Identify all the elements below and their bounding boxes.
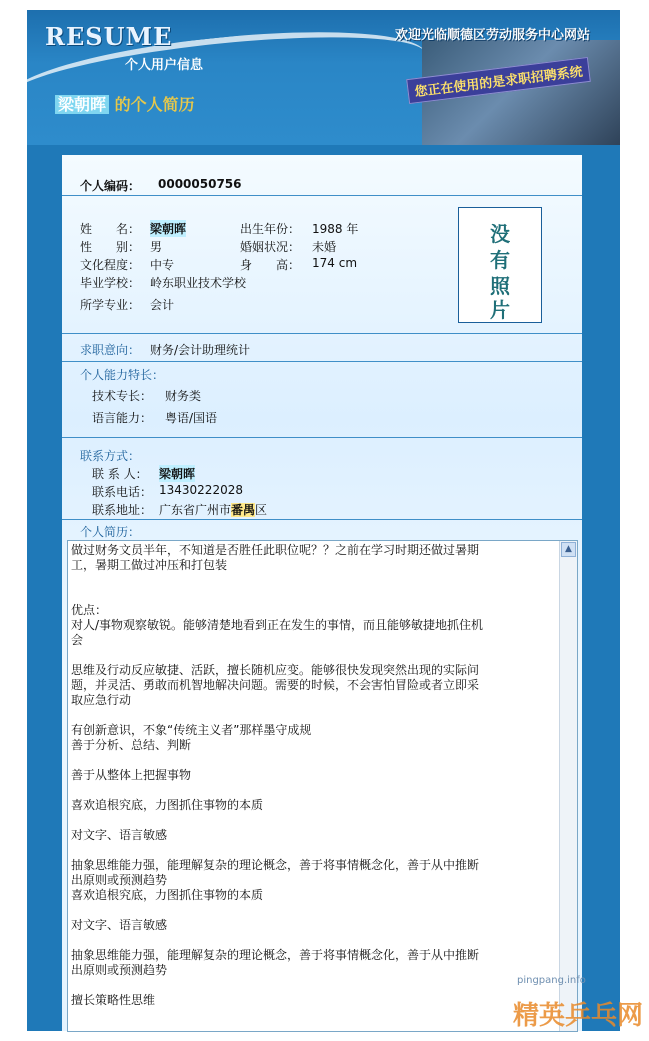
name-label: 姓 名： <box>80 222 141 236</box>
bio-title: 个人简历： <box>80 525 141 539</box>
contact-person-value: 梁朝晖 <box>159 467 196 481</box>
bio-text: 做过财务文员半年，不知道是否胜任此职位呢？？之前在学习时期还做过暑期 工，暑期工做过冲压和打包装 优点： 对人/事物观察敏锐。能够清楚地看到正在发生的事情，而且能够敏捷地抓住机 会 思维及行动反应敏捷、活跃，擅长随机应变。能够很快发现突然出现的实际问 题，并灵活、勇敢而机智地解决问题。需要的时候，不会害怕冒险或者立即采 取应急行动 有创新意识，不象“传统主义者”那样墨守成规 善于分析、总结、判断 善于从整体上把握事物 喜欢追根究底，力图抓住事物的本质 对文字、语言敏感 抽象思维能力强，能理解复杂的理论概念，善于将事情概念化，善于从中推断 出原则或预测趋势 喜欢追根究底，力图抓住事物的本质 对文字、语言敏感 抽象思维能力强，能理解复杂的理论概念，善于将事情概念化，善于从中推断 出原则或预测趋势 擅长策略性思维 <box>71 543 484 1007</box>
marital-label: 婚姻状况： <box>240 240 301 254</box>
contact-person-label: 联 系 人： <box>92 467 148 481</box>
height-value: 174 cm <box>312 256 358 270</box>
school-label: 毕业学校： <box>80 276 141 290</box>
intent-value: 财务/会计助理统计 <box>150 343 251 357</box>
system-banner: 您正在使用的是求职招聘系统 <box>406 57 591 104</box>
watermark-site: pingpang.info <box>517 975 586 986</box>
education-value: 中专 <box>150 258 175 272</box>
lang-value: 粤语/国语 <box>165 411 218 425</box>
divider <box>62 437 582 438</box>
divider <box>62 361 582 362</box>
name-value: 梁朝晖 <box>150 222 187 236</box>
major-label: 所学专业： <box>80 298 141 312</box>
code-value: 0000050756 <box>158 177 242 191</box>
phone-value: 13430222028 <box>159 483 243 497</box>
contact-title: 联系方式： <box>80 449 141 463</box>
site-title: 欢迎光临顺德区劳动服务中心网站 <box>395 28 591 43</box>
no-photo-char: 没 <box>490 222 510 246</box>
resume-owner-name: 梁朝晖 <box>55 95 109 114</box>
scroll-up-icon[interactable]: ▲ <box>561 542 576 557</box>
birth-value: 1988 年 <box>312 222 359 236</box>
header-subtitle: 个人用户信息 <box>125 58 204 73</box>
height-label: 身 高： <box>240 258 301 272</box>
address-suffix: 区 <box>255 503 268 517</box>
resume-title <box>55 92 195 115</box>
address-value <box>159 501 267 518</box>
birth-label: 出生年份： <box>240 222 301 236</box>
divider <box>62 519 582 520</box>
lang-label: 语言能力： <box>92 411 153 425</box>
code-label: 个人编码： <box>80 179 141 193</box>
bio-scrollbar[interactable] <box>559 541 577 1031</box>
resume-logo: RESUME <box>45 22 173 51</box>
no-photo-box <box>458 207 542 323</box>
bio-textarea[interactable] <box>67 540 578 1032</box>
tech-label: 技术专长： <box>92 389 153 403</box>
watermark <box>505 965 645 1035</box>
tech-value: 财务类 <box>165 389 202 403</box>
education-label: 文化程度： <box>80 258 141 272</box>
skills-title: 个人能力特长： <box>80 368 165 382</box>
gender-value: 男 <box>150 240 163 254</box>
resume-panel <box>62 155 582 1031</box>
gender-label: 性 别： <box>80 240 141 254</box>
address-prefix: 广东省广州市 <box>159 503 232 517</box>
major-value: 会计 <box>150 298 175 312</box>
marital-value: 未婚 <box>312 240 337 254</box>
address-highlight: 番禺 <box>231 503 256 517</box>
resume-frame <box>27 10 620 1031</box>
school-value: 岭东职业技术学校 <box>150 276 247 290</box>
no-photo-char: 片 <box>490 298 510 322</box>
phone-label: 联系电话： <box>92 485 153 499</box>
divider <box>62 195 582 196</box>
no-photo-char: 照 <box>490 274 510 298</box>
intent-label: 求职意向： <box>80 343 141 357</box>
header-banner <box>27 10 620 145</box>
watermark-text: 精英乒乓网 <box>513 1001 644 1031</box>
divider <box>62 333 582 334</box>
no-photo-char: 有 <box>490 248 510 272</box>
resume-title-suffix: 的个人简历 <box>114 95 195 114</box>
address-label: 联系地址： <box>92 503 153 517</box>
